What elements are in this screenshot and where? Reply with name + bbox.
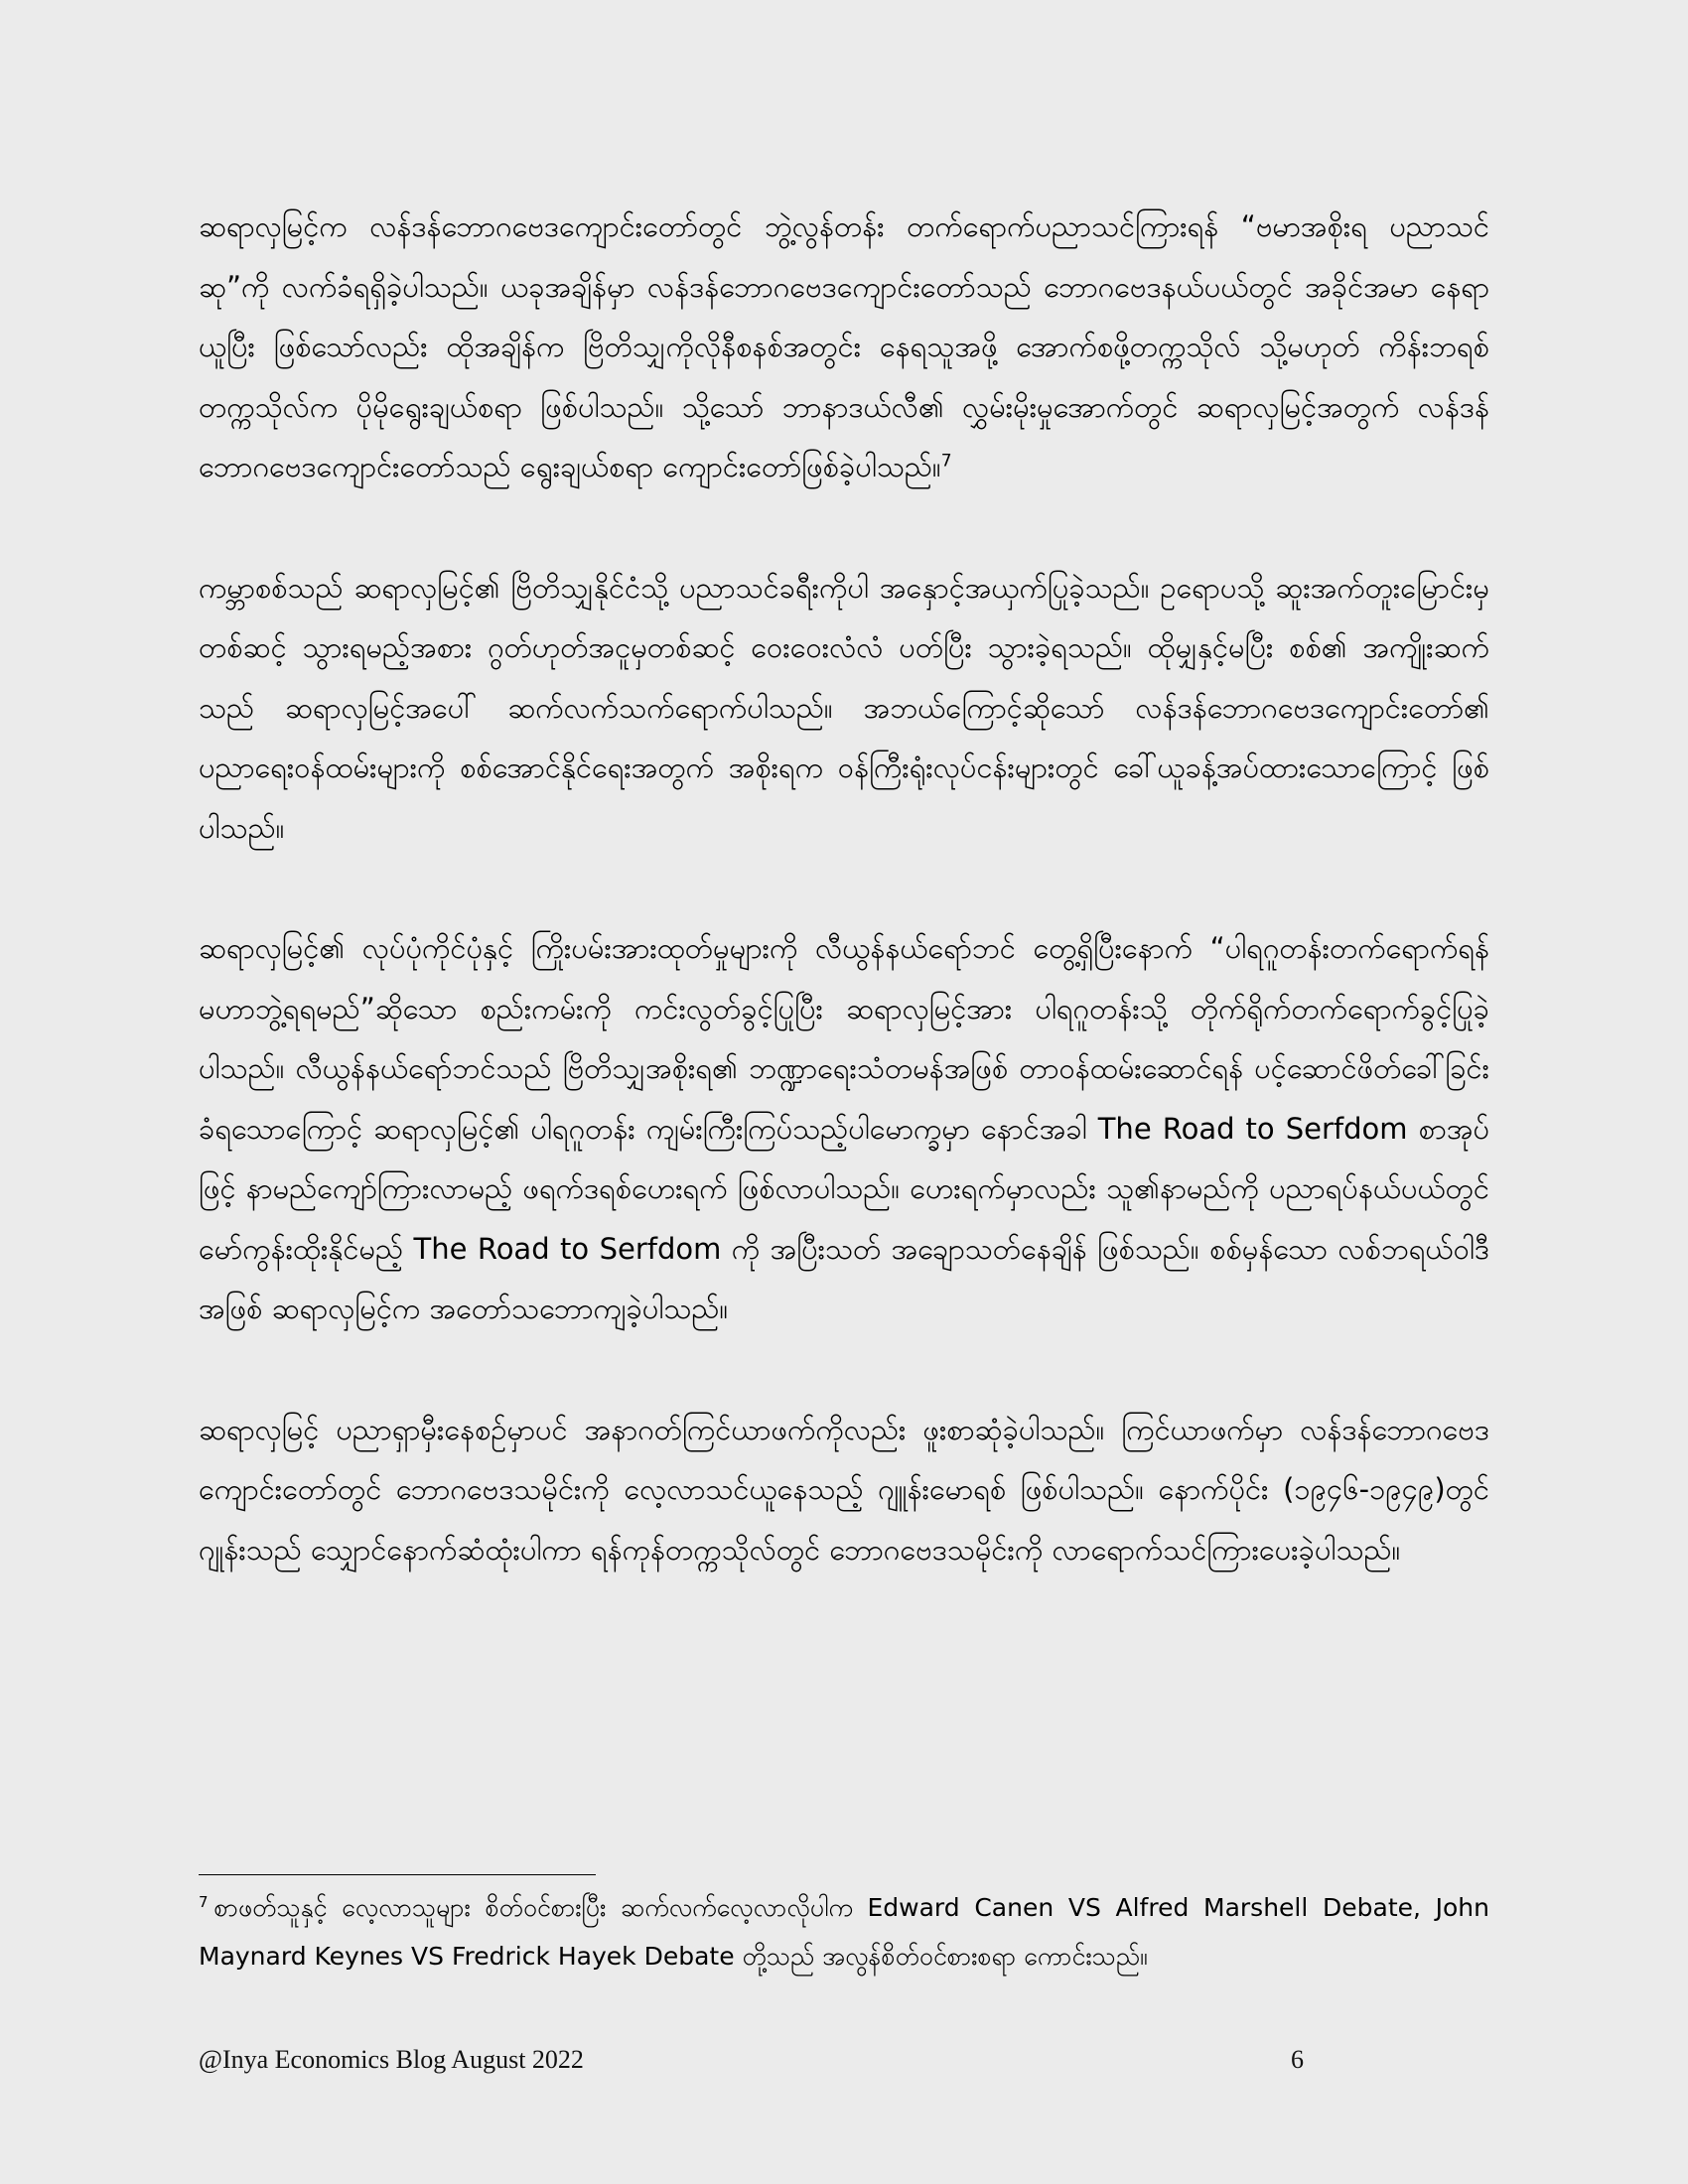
page-number: 6 — [1291, 2045, 1304, 2074]
footer-blog-credit: @Inya Economics Blog August 2022 — [199, 2045, 584, 2074]
page-body — [199, 197, 1489, 1579]
footnote-divider — [199, 1874, 596, 1875]
paragraph-4: ဆရာလှမြင့် ပညာရှာမှီးနေစဉ်မှာပင် အနာဂတ်ကြင်ယာဖက်ကိုလည်း ဖူးစာဆုံခဲ့ပါသည်။ ကြင်ယာဖက်မှာ လန်ဒန်ဘောဂဗေဒကျောင်းတော်တွင် ဘောဂဗေဒသမိုင်းကို လေ့လာသင်ယူနေသည့် ဂျူန်းမောရစ် ဖြစ်ပါသည်။ နောက်ပိုင်း (၁၉၄၆-၁၉၄၉)တွင် ဂျုန်းသည် သျှောင်နောက်ဆံထုံးပါကာ ရန်ကုန်တက္ကသိုလ်တွင် ဘောဂဗေဒသမိုင်းကို လာရောက်သင်ကြားပေးခဲ့ပါသည်။ — [199, 1412, 1489, 1567]
page-footer — [199, 2045, 1390, 2085]
footnote-text: စာဖတ်သူနှင့် လေ့လာသူများ စိတ်ဝင်စားပြီး ဆက်လက်လေ့လာလိုပါက Edward Canen VS Alfred Marshell Debate, John Maynard Keynes VS Fredrick Hayek Debate တို့သည် အလွန်စိတ်ဝင်စားစရာ ကောင်းသည်။ — [199, 1893, 1489, 1971]
paragraph-3: ဆရာလှမြင့်၏ လုပ်ပုံကိုင်ပုံနှင့် ကြိုးပမ်းအားထုတ်မှုများကို လီယွန်နယ်ရော်ဘင် တွေ့ရှိပြီးနောက် “ပါရဂူတန်းတက်ရောက်ရန် မဟာဘွဲ့ရရမည်”ဆိုသော စည်းကမ်းကို ကင်းလွတ်ခွင့်ပြုပြီး ဆရာလှမြင့်အား ပါရဂူတန်းသို့ တိုက်ရိုက်တက်ရောက်ခွင့်ပြုခဲ့ပါသည်။ လီယွန်နယ်ရော်ဘင်သည် ဗြိတိသျှအစိုးရ၏ ဘဏ္ဍာရေးသံတမန်အဖြစ် တာဝန်ထမ်းဆောင်ရန် ပင့်ဆောင်ဖိတ်ခေါ်ခြင်းခံရသောကြောင့် ဆရာလှမြင့်၏ ပါရဂူတန်း ကျမ်းကြီးကြပ်သည့်ပါမောက္ခမှာ နောင်အခါ The Road to Serfdom စာအုပ်ဖြင့် နာမည်ကျော်ကြားလာမည့် ဖရက်ဒရစ်ဟေးရက် ဖြစ်လာပါသည်။ ဟေးရက်မှာလည်း သူ၏နာမည်ကို ပညာရပ်နယ်ပယ်တွင် မော်ကွန်းထိုးနိုင်မည့် The Road to Serfdom ကို အပြီးသတ် အချောသတ်နေချိန် ဖြစ်သည်။ စစ်မှန်သော လစ်ဘရယ်ဝါဒီအဖြစ် ဆရာလှမြင့်က အတော်သဘောကျခဲ့ပါသည်။ — [199, 931, 1489, 1325]
footnote — [199, 1883, 1489, 1980]
footnote-reference[interactable]: 7 — [940, 451, 952, 472]
paragraph-1-text: ဆရာလှမြင့်က လန်ဒန်ဘောဂဗေဒကျောင်းတော်တွင် ဘွဲ့လွန်တန်း တက်ရောက်ပညာသင်ကြားရန် “ဗမာအစိုးရ ပညာသင်ဆု”ကို လက်ခံရရှိခဲ့ပါသည်။ ယခုအချိန်မှာ လန်ဒန်ဘောဂဗေဒကျောင်းတော်သည် ဘောဂဗေဒနယ်ပယ်တွင် အခိုင်အမာ နေရာယူပြီး ဖြစ်သော်လည်း ထိုအချိန်က ဗြိတိသျှကိုလိုနီစနစ်အတွင်း နေရသူအဖို့ အောက်စဖို့တက္ကသိုလ် သို့မဟုတ် ကိန်းဘရစ်တက္ကသိုလ်က ပိုမိုရွေးချယ်စရာ ဖြစ်ပါသည်။ သို့သော် ဘာနာဒယ်လီ၏ လွှမ်းမိုးမှုအောက်တွင် ဆရာလှမြင့်အတွက် လန်ဒန်ဘောဂဗေဒကျောင်းတော်သည် ရွေးချယ်စရာ ကျောင်းတော်ဖြစ်ခဲ့ပါသည်။ — [199, 209, 1489, 483]
footnote-number: 7 — [199, 1892, 209, 1911]
paragraph-1 — [199, 197, 1489, 497]
paragraph-2: ကမ္ဘာစစ်သည် ဆရာလှမြင့်၏ ဗြိတိသျှနိုင်ငံသို့ ပညာသင်ခရီးကိုပါ အနှောင့်အယှက်ပြုခဲ့သည်။ ဥရောပသို့ ဆူးအက်တူးမြောင်းမှတစ်ဆင့် သွားရမည့်အစား ဂွတ်ဟုတ်အငူမှတစ်ဆင့် ဝေးဝေးလံလံ ပတ်ပြီး သွားခဲ့ရသည်။ ထိုမျှနှင့်မပြီး စစ်၏ အကျိုးဆက်သည် ဆရာလှမြင့်အပေါ် ဆက်လက်သက်ရောက်ပါသည်။ အဘယ်ကြောင့်ဆိုသော် လန်ဒန်ဘောဂဗေဒကျောင်းတော်၏ ပညာရေးဝန်ထမ်းများကို စစ်အောင်နိုင်ရေးအတွက် အစိုးရက ဝန်ကြီးရုံးလုပ်ငန်းများတွင် ခေါ်ယူခန့်အပ်ထားသောကြောင့် ဖြစ်ပါသည်။ — [199, 570, 1489, 845]
